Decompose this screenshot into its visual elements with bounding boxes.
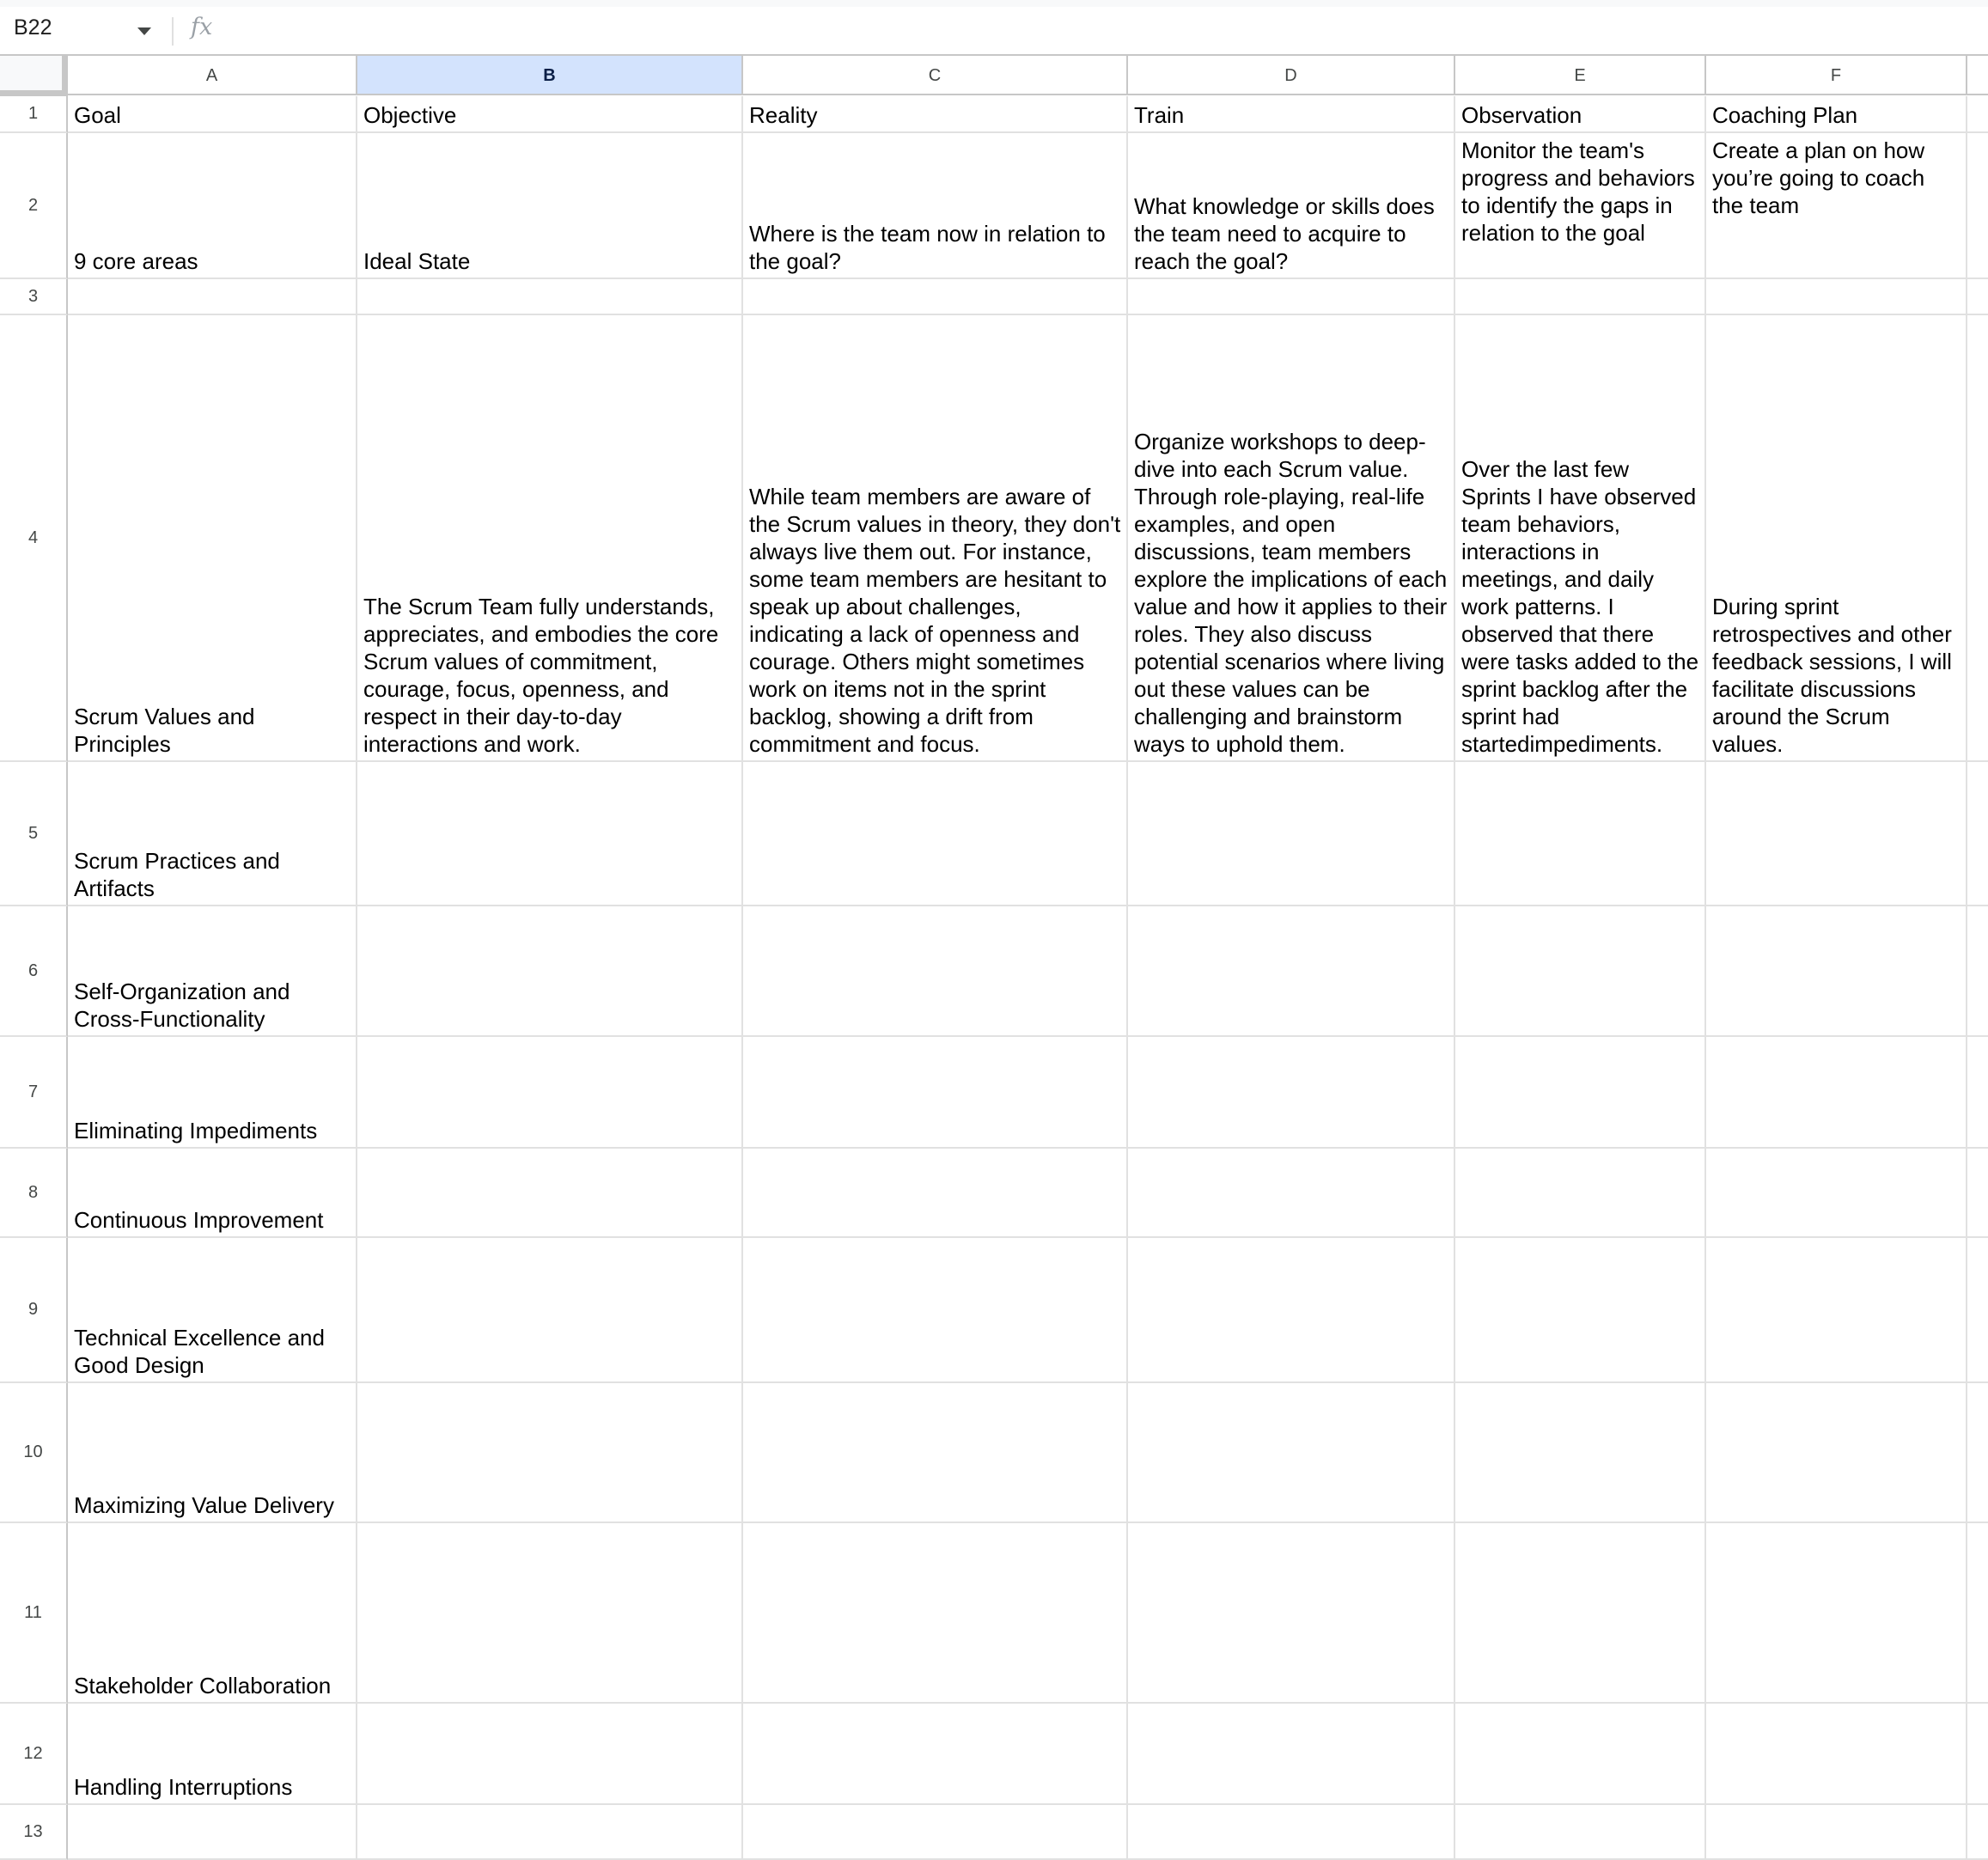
name-box-dropdown-icon[interactable] bbox=[137, 27, 151, 35]
cell-e7[interactable] bbox=[1455, 1037, 1706, 1149]
cell-g5[interactable] bbox=[1967, 762, 1988, 906]
cell-b3[interactable] bbox=[357, 279, 743, 315]
row-header-6[interactable]: 6 bbox=[0, 906, 68, 1037]
row-header-2[interactable]: 2 bbox=[0, 133, 68, 279]
cell-text: During sprint retrospectives and other feedback sessions, I will facilitate discussions around the Scrum values. bbox=[1712, 594, 1952, 757]
cell-d6[interactable] bbox=[1128, 906, 1455, 1037]
row-header-5[interactable]: 5 bbox=[0, 762, 68, 906]
cell-g2[interactable] bbox=[1967, 133, 1988, 279]
cell-d10[interactable] bbox=[1128, 1383, 1455, 1523]
cell-a13[interactable] bbox=[68, 1805, 357, 1860]
cell-c6[interactable] bbox=[743, 906, 1128, 1037]
formula-bar-divider bbox=[172, 17, 174, 46]
cell-text: What knowledge or skills does the team need to acquire to reach the goal? bbox=[1134, 193, 1435, 274]
cell-e2[interactable] bbox=[1455, 133, 1706, 279]
column-header-b[interactable]: B bbox=[357, 56, 743, 95]
cell-b6[interactable] bbox=[357, 906, 743, 1037]
cell-text: Create a plan on how you’re going to coach the team bbox=[1712, 137, 1925, 218]
cell-text: While team members are aware of the Scrum values in theory, they don't always live them out. For instance, some team members are hesitant to speak up about challenges, indicating a lack of openness and courage. Others might sometimes work on items not in the sprint backlog, showing a drift from commitment and focus. bbox=[749, 484, 1121, 757]
cell-d2[interactable] bbox=[1128, 133, 1455, 279]
cell-g1[interactable] bbox=[1967, 96, 1988, 133]
cell-g10[interactable] bbox=[1967, 1383, 1988, 1523]
cell-g11[interactable] bbox=[1967, 1523, 1988, 1704]
cell-text: Train bbox=[1134, 102, 1185, 128]
cell-e13[interactable] bbox=[1455, 1805, 1706, 1860]
cell-b10[interactable] bbox=[357, 1383, 743, 1523]
column-header-a[interactable]: A bbox=[68, 56, 357, 95]
row-header-11[interactable]: 11 bbox=[0, 1523, 68, 1704]
cell-b9[interactable] bbox=[357, 1238, 743, 1383]
cell-c10[interactable] bbox=[743, 1383, 1128, 1523]
fx-icon: fx bbox=[191, 14, 213, 40]
cell-text: Stakeholder Collaboration bbox=[74, 1673, 332, 1698]
cell-b13[interactable] bbox=[357, 1805, 743, 1860]
cell-a7[interactable] bbox=[68, 1037, 357, 1149]
cell-c3[interactable] bbox=[743, 279, 1128, 315]
cell-e8[interactable] bbox=[1455, 1149, 1706, 1238]
cell-f12[interactable] bbox=[1706, 1704, 1967, 1805]
cell-a5[interactable] bbox=[68, 762, 357, 906]
cell-text: Where is the team now in relation to the goal? bbox=[749, 221, 1106, 274]
cell-d7[interactable] bbox=[1128, 1037, 1455, 1149]
cell-d12[interactable] bbox=[1128, 1704, 1455, 1805]
cell-f7[interactable] bbox=[1706, 1037, 1967, 1149]
cell-text: Scrum Practices and Artifacts bbox=[74, 848, 280, 901]
cell-c9[interactable] bbox=[743, 1238, 1128, 1383]
cell-text: Over the last few Sprints I have observed team behaviors, interactions in meetings, and daily work patterns. I observed that there were tasks added to the sprint backlog after the sprint had startedimpediments. bbox=[1461, 456, 1699, 757]
cell-e11[interactable] bbox=[1455, 1523, 1706, 1704]
cell-g7[interactable] bbox=[1967, 1037, 1988, 1149]
cell-c4[interactable] bbox=[743, 315, 1128, 762]
cell-c13[interactable] bbox=[743, 1805, 1128, 1860]
cell-a12[interactable] bbox=[68, 1704, 357, 1805]
cell-e6[interactable] bbox=[1455, 906, 1706, 1037]
cell-f8[interactable] bbox=[1706, 1149, 1967, 1238]
cell-a10[interactable] bbox=[68, 1383, 357, 1523]
cell-text: The Scrum Team fully understands, appreciates, and embodies the core Scrum values of commitment, courage, focus, openness, and respect in their day-to-day interactions and work. bbox=[363, 594, 719, 757]
cell-text: Ideal State bbox=[363, 248, 471, 274]
cell-e10[interactable] bbox=[1455, 1383, 1706, 1523]
row-header-10[interactable]: 10 bbox=[0, 1383, 68, 1523]
cell-f9[interactable] bbox=[1706, 1238, 1967, 1383]
cell-e1[interactable] bbox=[1455, 96, 1706, 133]
cell-f6[interactable] bbox=[1706, 906, 1967, 1037]
column-header-e[interactable]: E bbox=[1455, 56, 1706, 95]
cell-e3[interactable] bbox=[1455, 279, 1706, 315]
cell-text: Coaching Plan bbox=[1712, 102, 1858, 128]
cell-text: Scrum Values and Principles bbox=[74, 704, 255, 757]
formula-input[interactable] bbox=[232, 12, 1979, 50]
cell-g9[interactable] bbox=[1967, 1238, 1988, 1383]
cell-b1[interactable] bbox=[357, 96, 743, 133]
cell-d8[interactable] bbox=[1128, 1149, 1455, 1238]
name-box[interactable]: B22 bbox=[14, 15, 52, 40]
column-header-g[interactable] bbox=[1967, 56, 1988, 95]
cell-text: Eliminating Impediments bbox=[74, 1118, 318, 1143]
cell-b8[interactable] bbox=[357, 1149, 743, 1238]
cell-f3[interactable] bbox=[1706, 279, 1967, 315]
cell-d3[interactable] bbox=[1128, 279, 1455, 315]
cell-e4[interactable] bbox=[1455, 315, 1706, 762]
cell-a3[interactable] bbox=[68, 279, 357, 315]
cell-c11[interactable] bbox=[743, 1523, 1128, 1704]
cell-b2[interactable] bbox=[357, 133, 743, 279]
cell-b12[interactable] bbox=[357, 1704, 743, 1805]
cell-g4[interactable] bbox=[1967, 315, 1988, 762]
cell-d5[interactable] bbox=[1128, 762, 1455, 906]
cell-f2[interactable] bbox=[1706, 133, 1967, 279]
cell-text: Organize workshops to deep-dive into each Scrum value. Through role-playing, real-life examples, and open discussions, team members explore the implications of each value and how it applies to their roles. They also discuss potential scenarios where living out these values can be challenging and brainstorm ways to uphold them. bbox=[1134, 429, 1448, 757]
cell-a11[interactable] bbox=[68, 1523, 357, 1704]
cell-g6[interactable] bbox=[1967, 906, 1988, 1037]
cell-e5[interactable] bbox=[1455, 762, 1706, 906]
cell-g13[interactable] bbox=[1967, 1805, 1988, 1860]
cell-a2[interactable] bbox=[68, 133, 357, 279]
row-header-1[interactable]: 1 bbox=[0, 96, 68, 133]
cell-g3[interactable] bbox=[1967, 279, 1988, 315]
row-header-12[interactable]: 12 bbox=[0, 1704, 68, 1805]
cell-a1[interactable] bbox=[68, 96, 357, 133]
cell-c5[interactable] bbox=[743, 762, 1128, 906]
cell-d13[interactable] bbox=[1128, 1805, 1455, 1860]
cell-a6[interactable] bbox=[68, 906, 357, 1037]
row-header-8[interactable]: 8 bbox=[0, 1149, 68, 1238]
cell-text: Objective bbox=[363, 102, 457, 128]
column-header-d[interactable]: D bbox=[1128, 56, 1455, 95]
cell-f4[interactable] bbox=[1706, 315, 1967, 762]
cell-e9[interactable] bbox=[1455, 1238, 1706, 1383]
cell-d9[interactable] bbox=[1128, 1238, 1455, 1383]
row-header-13[interactable]: 13 bbox=[0, 1805, 68, 1860]
cell-c7[interactable] bbox=[743, 1037, 1128, 1149]
cell-f11[interactable] bbox=[1706, 1523, 1967, 1704]
row-header-9[interactable]: 9 bbox=[0, 1238, 68, 1383]
cell-text: Technical Excellence and Good Design bbox=[74, 1325, 325, 1378]
row-header-4[interactable]: 4 bbox=[0, 315, 68, 762]
cell-c1[interactable] bbox=[743, 96, 1128, 133]
cell-f1[interactable] bbox=[1706, 96, 1967, 133]
cell-b7[interactable] bbox=[357, 1037, 743, 1149]
cell-a8[interactable] bbox=[68, 1149, 357, 1238]
cell-text: Goal bbox=[74, 102, 121, 128]
cell-c12[interactable] bbox=[743, 1704, 1128, 1805]
cell-text: Self-Organization and Cross-Functionality bbox=[74, 979, 290, 1032]
cell-text: Monitor the team's progress and behaviors to identify the gaps in relation to the goal bbox=[1461, 137, 1695, 246]
cell-text: Maximizing Value Delivery bbox=[74, 1492, 334, 1518]
cell-c2[interactable] bbox=[743, 133, 1128, 279]
cell-text: Handling Interruptions bbox=[74, 1774, 293, 1800]
cell-text: Observation bbox=[1461, 102, 1582, 128]
cell-a9[interactable] bbox=[68, 1238, 357, 1383]
cell-b5[interactable] bbox=[357, 762, 743, 906]
cell-a4[interactable] bbox=[68, 315, 357, 762]
cell-e12[interactable] bbox=[1455, 1704, 1706, 1805]
column-header-f[interactable]: F bbox=[1706, 56, 1967, 95]
formula-bar bbox=[0, 7, 1988, 56]
cell-f13[interactable] bbox=[1706, 1805, 1967, 1860]
row-header-7[interactable]: 7 bbox=[0, 1037, 68, 1149]
cell-g12[interactable] bbox=[1967, 1704, 1988, 1805]
cell-d11[interactable] bbox=[1128, 1523, 1455, 1704]
cell-d1[interactable] bbox=[1128, 96, 1455, 133]
cell-f10[interactable] bbox=[1706, 1383, 1967, 1523]
cell-b4[interactable] bbox=[357, 315, 743, 762]
cell-d4[interactable] bbox=[1128, 315, 1455, 762]
cell-c8[interactable] bbox=[743, 1149, 1128, 1238]
row-header-3[interactable]: 3 bbox=[0, 279, 68, 315]
top-strip bbox=[0, 0, 1988, 7]
select-all-corner[interactable] bbox=[0, 56, 68, 96]
column-header-c[interactable]: C bbox=[743, 56, 1128, 95]
cell-text: 9 core areas bbox=[74, 248, 198, 274]
cell-g8[interactable] bbox=[1967, 1149, 1988, 1238]
cell-text: Continuous Improvement bbox=[74, 1207, 324, 1233]
cell-b11[interactable] bbox=[357, 1523, 743, 1704]
cell-f5[interactable] bbox=[1706, 762, 1967, 906]
cell-text: Reality bbox=[749, 102, 818, 128]
